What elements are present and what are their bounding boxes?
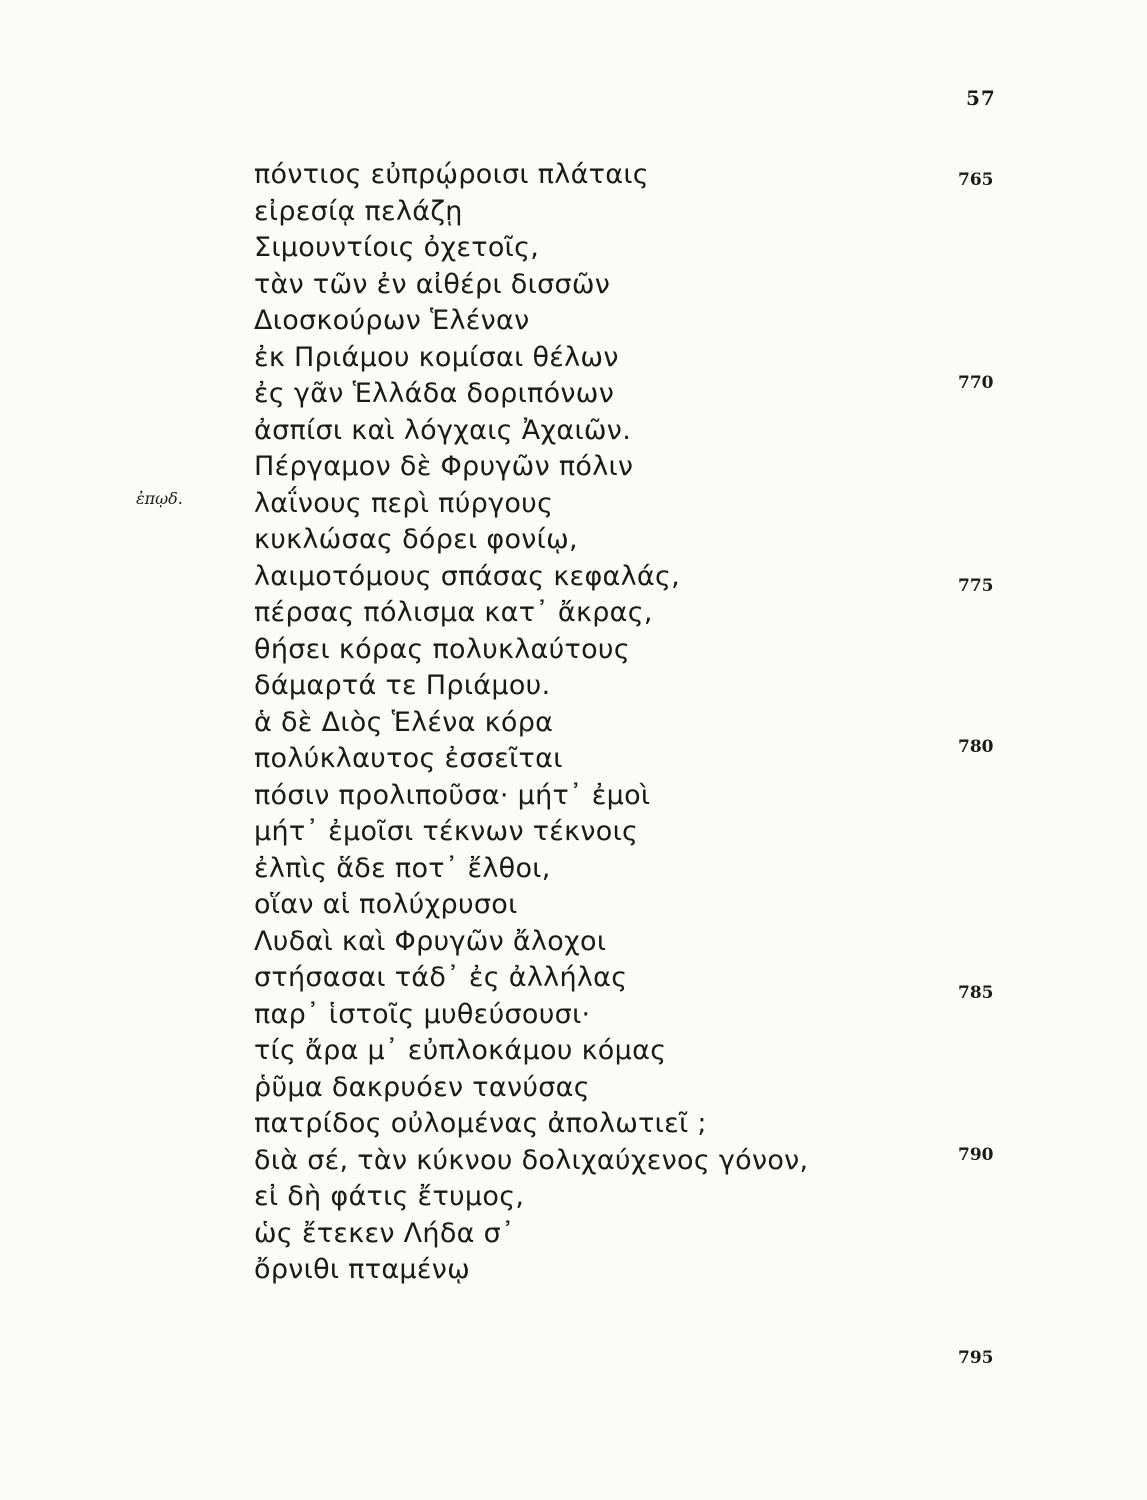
verse-line: εἰρεσίᾳ πελάζῃ bbox=[254, 195, 463, 227]
verse-line: διὰ σέ, τὰν κύκνου δολιχαύχενος γόνον, bbox=[254, 1144, 809, 1176]
verse-line: ἀσπίσι καὶ λόγχαις Ἀχαιῶν. bbox=[254, 414, 632, 446]
line-number: 780 bbox=[958, 737, 994, 757]
verse-line: λαΐνους περὶ πύργους bbox=[254, 487, 554, 519]
verse-line: κυκλώσας δόρει φονίῳ, bbox=[254, 524, 578, 555]
verse-line: Σιμουντίοις ὀχετοῖς, bbox=[254, 232, 540, 263]
line-number: 765 bbox=[958, 170, 994, 190]
verse-line: πόσιν προλιποῦσα· μήτ᾽ ἐμοὶ bbox=[254, 779, 651, 811]
verse-line: μήτ᾽ ἐμοῖσι τέκνων τέκνοις bbox=[254, 816, 639, 847]
verse-line: ἐς γᾶν Ἑλλάδα δοριπόνων bbox=[254, 378, 615, 409]
verse-line: λαιμοτόμους σπάσας κεφαλάς, bbox=[254, 560, 681, 592]
verse-line: πολύκλαυτος ἐσσεῖται bbox=[254, 743, 563, 774]
verse-line: ὄρνιθι πταμένῳ bbox=[254, 1254, 471, 1285]
section-label: ἐπῳδ. bbox=[136, 489, 183, 508]
verse-block bbox=[254, 157, 954, 1289]
verse-line: ἐλπὶς ἅδε ποτ᾽ ἔλθοι, bbox=[254, 852, 551, 884]
line-number: 775 bbox=[958, 576, 994, 596]
verse-line: οἵαν αἱ πολύχρυσοι bbox=[254, 889, 518, 920]
verse-line: στήσασαι τάδ᾽ ἐς ἀλλήλας bbox=[254, 962, 628, 993]
verse-line: τὰν τῶν ἐν αἰθέρι δισσῶν bbox=[254, 268, 611, 300]
verse-line: ἐκ Πριάμου κομίσαι θέλων bbox=[254, 341, 619, 373]
verse-line: πόντιος εὐπρῴροισι πλάταις bbox=[254, 159, 649, 190]
line-number: 785 bbox=[958, 983, 994, 1003]
line-number: 790 bbox=[958, 1145, 994, 1165]
line-number: 795 bbox=[958, 1348, 994, 1368]
verse-line: πατρίδος οὐλομένας ἀπολωτιεῖ ; bbox=[254, 1108, 707, 1139]
verse-line: Διοσκούρων Ἑλέναν bbox=[254, 305, 530, 336]
verse-line: πέρσας πόλισμα κατ᾽ ἄκρας, bbox=[254, 597, 653, 628]
verse-line: Λυδαὶ καὶ Φρυγῶν ἄλοχοι bbox=[254, 925, 607, 957]
page-number: 57 bbox=[966, 86, 996, 110]
verse-line: Πέργαμον δὲ Φρυγῶν πόλιν bbox=[254, 451, 634, 482]
verse-line: τίς ἄρα μ᾽ εὐπλοκάμου κόμας bbox=[254, 1035, 667, 1066]
verse-line: εἰ δὴ φάτις ἔτυμος, bbox=[254, 1181, 525, 1212]
verse-line: ὡς ἔτεκεν Λήδα σ᾽ bbox=[254, 1217, 515, 1249]
verse-line: θήσει κόρας πολυκλαύτους bbox=[254, 633, 630, 665]
verse-line: ἁ δὲ Διὸς Ἑλένα κόρα bbox=[254, 706, 554, 738]
verse-line: δάμαρτά τε Πριάμου. bbox=[254, 670, 551, 701]
verse-line: ῥῦμα δακρυόεν τανύσας bbox=[254, 1071, 590, 1103]
verse-line: παρ᾽ ἱστοῖς μυθεύσουσι· bbox=[254, 998, 591, 1030]
line-number: 770 bbox=[958, 373, 994, 393]
